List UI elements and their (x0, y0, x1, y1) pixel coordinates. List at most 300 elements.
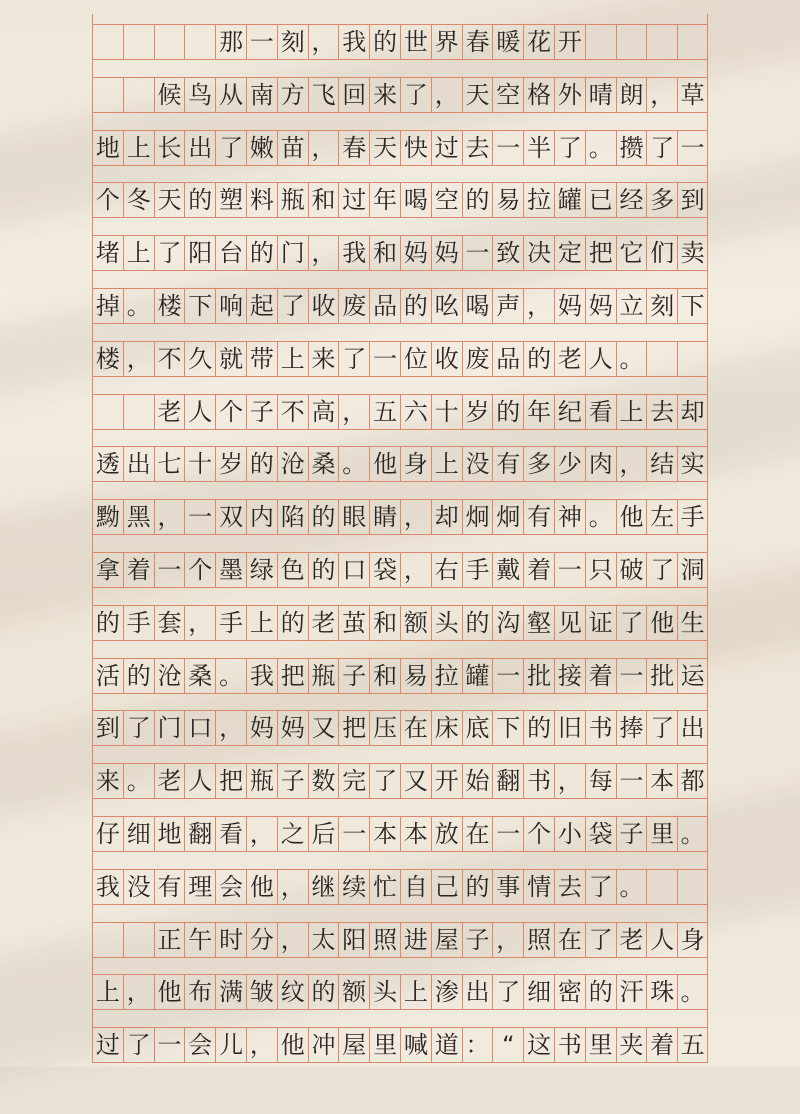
grid-cell: 正 (154, 923, 185, 957)
grid-cell: 子 (246, 395, 277, 429)
grid-cell (92, 923, 123, 957)
grid-cell: ， (123, 975, 154, 1009)
grid-cell: 去 (462, 131, 493, 165)
grid-row (92, 446, 708, 482)
grid-cell: 分 (246, 923, 277, 957)
grid-cell: 人 (184, 764, 215, 798)
grid-cell: 了 (277, 289, 308, 323)
grid-cell: ， (123, 342, 154, 376)
grid-cell: 。 (585, 500, 616, 534)
grid-cell: 见 (554, 606, 585, 640)
grid-cell: 老 (154, 764, 185, 798)
grid-cell: 攒 (616, 131, 647, 165)
grid-cell: ， (215, 711, 246, 745)
grid-row (92, 552, 708, 588)
grid-cell: 密 (554, 975, 585, 1009)
grid-cell: 空 (492, 78, 523, 112)
grid-cell: 的 (400, 289, 431, 323)
grid-cell: 上 (123, 131, 154, 165)
grid-cell: 的 (308, 553, 339, 587)
grid-cell: 那 (215, 25, 246, 59)
grid-cell: 的 (123, 659, 154, 693)
grid-cell (585, 25, 616, 59)
grid-cell: 书 (523, 764, 554, 798)
grid-cell: 子 (462, 923, 493, 957)
grid-cell: 。 (123, 764, 154, 798)
grid-cell: 事 (492, 870, 523, 904)
grid-cell: 一 (154, 553, 185, 587)
grid-cell: 有 (154, 870, 185, 904)
grid-cell: ， (523, 289, 554, 323)
grid-cell: ， (431, 78, 462, 112)
grid-cell: 睛 (369, 500, 400, 534)
grid-cell: 的 (523, 342, 554, 376)
grid-cell (92, 25, 123, 59)
grid-cell: 门 (277, 236, 308, 270)
grid-cell: 夹 (616, 1028, 647, 1062)
grid-cell: 空 (431, 183, 462, 217)
grid-cell: 暖 (492, 25, 523, 59)
grid-cell: 渗 (431, 975, 462, 1009)
grid-cell: 老 (554, 342, 585, 376)
grid-cell: 喊 (400, 1028, 431, 1062)
grid-cell: 的 (308, 975, 339, 1009)
grid-cell: 阳 (338, 923, 369, 957)
grid-cell: 飞 (308, 78, 339, 112)
grid-cell: 的 (246, 236, 277, 270)
grid-cell: 鸟 (184, 78, 215, 112)
grid-cell: 子 (616, 817, 647, 851)
grid-cell: 不 (154, 342, 185, 376)
grid-cell: 起 (246, 289, 277, 323)
grid-cell: 去 (646, 395, 677, 429)
grid-cell: 候 (154, 78, 185, 112)
grid-cell: 长 (154, 131, 185, 165)
grid-cell (646, 342, 677, 376)
grid-cell: 墨 (215, 553, 246, 587)
grid-cell: 套 (154, 606, 185, 640)
grid-cell: 刻 (646, 289, 677, 323)
grid-cell: 却 (431, 500, 462, 534)
grid-cell: 易 (492, 183, 523, 217)
grid-cell: 和 (308, 183, 339, 217)
grid-cell: 沟 (492, 606, 523, 640)
grid-cell: 儿 (215, 1028, 246, 1062)
grid-cell: 卖 (677, 236, 708, 270)
grid-cell: 忙 (369, 870, 400, 904)
grid-cell: 的 (308, 500, 339, 534)
grid-cell: 多 (646, 183, 677, 217)
grid-cell: 高 (308, 395, 339, 429)
grid-cell: 手 (215, 606, 246, 640)
grid-cell: 细 (523, 975, 554, 1009)
grid-cell: 春 (462, 25, 493, 59)
grid-cell: 双 (215, 500, 246, 534)
grid-cell: 上 (123, 236, 154, 270)
grid-cell: 上 (431, 447, 462, 481)
grid-cell: 桑 (184, 659, 215, 693)
grid-cell: 下 (184, 289, 215, 323)
grid-cell: 品 (492, 342, 523, 376)
grid-cell: 七 (154, 447, 185, 481)
grid-cell: 不 (277, 395, 308, 429)
grid-cell: 翻 (492, 764, 523, 798)
grid-cell: 道 (431, 1028, 462, 1062)
grid-cell: 一 (246, 25, 277, 59)
grid-cell: 快 (400, 131, 431, 165)
grid-cell: 书 (554, 1028, 585, 1062)
grid-cell: 洞 (677, 553, 708, 587)
grid-cell: 人 (646, 923, 677, 957)
grid-cell: 立 (616, 289, 647, 323)
grid-cell: 冬 (123, 183, 154, 217)
grid-cell: 。 (123, 289, 154, 323)
grid-cell: 妈 (585, 289, 616, 323)
grid-cell: 手 (677, 500, 708, 534)
grid-cell: 的 (277, 606, 308, 640)
grid-cell (616, 25, 647, 59)
grid-cell: 他 (154, 975, 185, 1009)
grid-cell: 去 (554, 870, 585, 904)
grid-cell: 珠 (646, 975, 677, 1009)
grid-cell: 上 (400, 975, 431, 1009)
grid-cell: 多 (523, 447, 554, 481)
grid-cell: 草 (677, 78, 708, 112)
grid-cell: 个 (92, 183, 123, 217)
grid-cell: 照 (369, 923, 400, 957)
grid-cell: 他 (616, 500, 647, 534)
grid-cell: 仔 (92, 817, 123, 851)
grid-cell: 。 (585, 131, 616, 165)
grid-row (92, 1027, 708, 1063)
grid-cell: 看 (215, 817, 246, 851)
grid-cell: 和 (369, 659, 400, 693)
grid-cell: 人 (184, 395, 215, 429)
grid-cell: 上 (92, 975, 123, 1009)
grid-cell: 我 (246, 659, 277, 693)
grid-cell: 着 (646, 1028, 677, 1062)
grid-cell: 放 (431, 817, 462, 851)
grid-cell: 和 (369, 236, 400, 270)
grid-cell: 压 (369, 711, 400, 745)
grid-cell: 了 (154, 236, 185, 270)
grid-cell: 床 (431, 711, 462, 745)
grid-cell: 我 (338, 25, 369, 59)
grid-cell: 始 (462, 764, 493, 798)
grid-cell: 黝 (92, 500, 123, 534)
grid-cell: 批 (646, 659, 677, 693)
grid-cell: 上 (616, 395, 647, 429)
grid-row (92, 77, 708, 113)
grid-cell: 额 (338, 975, 369, 1009)
grid-cell: ， (554, 764, 585, 798)
grid-cell: 皱 (246, 975, 277, 1009)
grid-cell: ， (277, 923, 308, 957)
grid-cell: 品 (369, 289, 400, 323)
grid-cell: 满 (215, 975, 246, 1009)
grid-cell: 运 (677, 659, 708, 693)
grid-cell: 头 (369, 975, 400, 1009)
grid-cell: 没 (462, 447, 493, 481)
grid-cell: 来 (369, 78, 400, 112)
grid-cell: 沧 (154, 659, 185, 693)
grid-cell: 沧 (277, 447, 308, 481)
grid-cell: 年 (369, 183, 400, 217)
grid-cell: 屋 (338, 1028, 369, 1062)
grid-cell: 地 (92, 131, 123, 165)
grid-cell: 戴 (492, 553, 523, 587)
grid-cell: 纪 (554, 395, 585, 429)
grid-cell: 细 (123, 817, 154, 851)
grid-cell: 一 (338, 817, 369, 851)
grid-cell: 的 (184, 183, 215, 217)
grid-cell: 他 (246, 870, 277, 904)
grid-cell: 色 (277, 553, 308, 587)
grid-cell: 。 (215, 659, 246, 693)
grid-cell: 个 (215, 395, 246, 429)
grid-cell: 世 (400, 25, 431, 59)
grid-cell: 易 (400, 659, 431, 693)
grid-cell: 在 (400, 711, 431, 745)
grid-cell: 一 (462, 236, 493, 270)
grid-cell: 五 (677, 1028, 708, 1062)
grid-cell: 定 (554, 236, 585, 270)
grid-cell: 一 (492, 131, 523, 165)
grid-cell: 十 (184, 447, 215, 481)
grid-cell: 年 (523, 395, 554, 429)
grid-cell: 拿 (92, 553, 123, 587)
grid-cell: 活 (92, 659, 123, 693)
grid-cell: 苗 (277, 131, 308, 165)
grid-cell: 却 (677, 395, 708, 429)
grid-cell: ， (308, 131, 339, 165)
grid-cell: 堵 (92, 236, 123, 270)
grid-cell: 少 (554, 447, 585, 481)
grid-cell: 情 (523, 870, 554, 904)
grid-cell: 到 (677, 183, 708, 217)
grid-cell: 了 (646, 553, 677, 587)
grid-cell: 妈 (431, 236, 462, 270)
grid-cell: 一 (184, 500, 215, 534)
grid-cell: 了 (123, 711, 154, 745)
grid-cell: 口 (184, 711, 215, 745)
grid-cell (92, 395, 123, 429)
grid-cell: 的 (92, 606, 123, 640)
grid-cell: 嫩 (246, 131, 277, 165)
grid-cell: 的 (462, 606, 493, 640)
grid-cell: 门 (154, 711, 185, 745)
grid-row (92, 816, 708, 852)
grid-cell: 黑 (123, 500, 154, 534)
grid-row (92, 710, 708, 746)
grid-cell: 方 (277, 78, 308, 112)
grid-row (92, 341, 708, 377)
grid-cell: 布 (184, 975, 215, 1009)
grid-cell: 口 (338, 553, 369, 587)
grid-cell: 里 (369, 1028, 400, 1062)
grid-cell: 左 (646, 500, 677, 534)
grid-cell: 之 (277, 817, 308, 851)
grid-cell: 塑 (215, 183, 246, 217)
grid-cell: 了 (616, 606, 647, 640)
grid-cell: 罐 (462, 659, 493, 693)
grid-cell: 声 (492, 289, 523, 323)
grid-cell: 了 (400, 78, 431, 112)
grid-cell: 界 (431, 25, 462, 59)
grid-cell: 收 (431, 342, 462, 376)
grid-cell: 壑 (523, 606, 554, 640)
grid-cell: ， (338, 395, 369, 429)
grid-cell: 喝 (400, 183, 431, 217)
grid-cell: 把 (215, 764, 246, 798)
grid-row (92, 394, 708, 430)
grid-cell: ， (154, 500, 185, 534)
grid-cell: ， (646, 78, 677, 112)
grid-cell: 过 (431, 131, 462, 165)
grid-cell: 一 (492, 817, 523, 851)
grid-cell: 从 (215, 78, 246, 112)
grid-cell: 一 (369, 342, 400, 376)
grid-cell: 楼 (154, 289, 185, 323)
grid-cell: 拉 (523, 183, 554, 217)
grid-cell: 一 (554, 553, 585, 587)
grid-cell: ， (308, 25, 339, 59)
grid-cell: 过 (338, 183, 369, 217)
grid-cell: 花 (523, 25, 554, 59)
grid-cell: 。 (677, 817, 708, 851)
grid-cell: 桑 (308, 447, 339, 481)
grid-cell: 续 (338, 870, 369, 904)
grid-cell: 半 (523, 131, 554, 165)
grid-cell: 外 (554, 78, 585, 112)
grid-cell: 台 (215, 236, 246, 270)
grid-cell: 回 (338, 78, 369, 112)
grid-row (92, 869, 708, 905)
grid-cell: 批 (523, 659, 554, 693)
grid-cell: 又 (308, 711, 339, 745)
grid-cell: 拉 (431, 659, 462, 693)
grid-cell: 出 (123, 447, 154, 481)
grid-cell: 时 (215, 923, 246, 957)
grid-cell: 瓶 (277, 183, 308, 217)
grid-cell: 有 (492, 447, 523, 481)
grid-cell: ， (308, 236, 339, 270)
grid-cell: 的 (246, 447, 277, 481)
grid-cell: 我 (338, 236, 369, 270)
grid-cell (646, 870, 677, 904)
grid-cell (92, 78, 123, 112)
grid-row (92, 24, 708, 60)
grid-cell: ， (400, 553, 431, 587)
grid-cell: 会 (184, 1028, 215, 1062)
grid-row (92, 605, 708, 641)
grid-cell (123, 395, 154, 429)
grid-cell: 开 (431, 764, 462, 798)
grid-cell: 肉 (585, 447, 616, 481)
grid-cell: 出 (677, 711, 708, 745)
grid-cell: 袋 (585, 817, 616, 851)
grid-cell: 太 (308, 923, 339, 957)
grid-cell: 个 (523, 817, 554, 851)
grid-cell: 上 (246, 606, 277, 640)
grid-cell: 都 (677, 764, 708, 798)
grid-cell: 了 (585, 870, 616, 904)
grid-cell: 掉 (92, 289, 123, 323)
grid-cell: 身 (400, 447, 431, 481)
grid-row (92, 763, 708, 799)
grid-cell (646, 25, 677, 59)
grid-cell: 位 (400, 342, 431, 376)
grid-cell (123, 78, 154, 112)
grid-cell: 里 (646, 817, 677, 851)
grid-cell: 把 (338, 711, 369, 745)
grid-cell (123, 923, 154, 957)
grid-cell: 每 (585, 764, 616, 798)
grid-cell: 一 (616, 659, 647, 693)
grid-cell: 本 (400, 817, 431, 851)
grid-cell: 数 (308, 764, 339, 798)
grid-cell: 和 (369, 606, 400, 640)
grid-cell: 绿 (246, 553, 277, 587)
grid-cell: 继 (308, 870, 339, 904)
grid-cell: 已 (585, 183, 616, 217)
grid-cell: 岁 (462, 395, 493, 429)
grid-cell: 炯 (462, 500, 493, 534)
grid-cell: 喝 (462, 289, 493, 323)
grid-cell: 己 (431, 870, 462, 904)
grid-cell: 致 (492, 236, 523, 270)
grid-cell: 着 (585, 659, 616, 693)
grid-cell: 老 (616, 923, 647, 957)
grid-row (92, 499, 708, 535)
grid-cell: 透 (92, 447, 123, 481)
grid-cell: 。 (616, 870, 647, 904)
grid-cell: 破 (616, 553, 647, 587)
grid-cell: 的 (492, 395, 523, 429)
grid-cell: 子 (277, 764, 308, 798)
grid-cell: 下 (677, 289, 708, 323)
grid-cell: 旧 (554, 711, 585, 745)
grid-cell: 。 (616, 342, 647, 376)
grid-cell: 自 (400, 870, 431, 904)
grid-cell: 有 (523, 500, 554, 534)
grid-cell: ， (246, 1028, 277, 1062)
grid-cell: 开 (554, 25, 585, 59)
grid-cell: 的 (462, 183, 493, 217)
grid-cell: 后 (308, 817, 339, 851)
grid-cell: 炯 (492, 500, 523, 534)
grid-cell: 陷 (277, 500, 308, 534)
grid-cell: 本 (646, 764, 677, 798)
writing-grid (92, 14, 708, 1060)
grid-row (92, 182, 708, 218)
grid-row (92, 922, 708, 958)
grid-row (92, 130, 708, 166)
grid-cell: 来 (92, 764, 123, 798)
grid-cell: 右 (431, 553, 462, 587)
grid-cell: 本 (369, 817, 400, 851)
grid-cell: 的 (585, 975, 616, 1009)
grid-cell: 眼 (338, 500, 369, 534)
grid-cell: 他 (277, 1028, 308, 1062)
grid-cell: 了 (585, 923, 616, 957)
grid-cell: 上 (277, 342, 308, 376)
grid-cell: 的 (369, 25, 400, 59)
grid-cell: ， (277, 870, 308, 904)
grid-cell: 废 (462, 342, 493, 376)
grid-cell: 过 (92, 1028, 123, 1062)
grid-cell: 久 (184, 342, 215, 376)
